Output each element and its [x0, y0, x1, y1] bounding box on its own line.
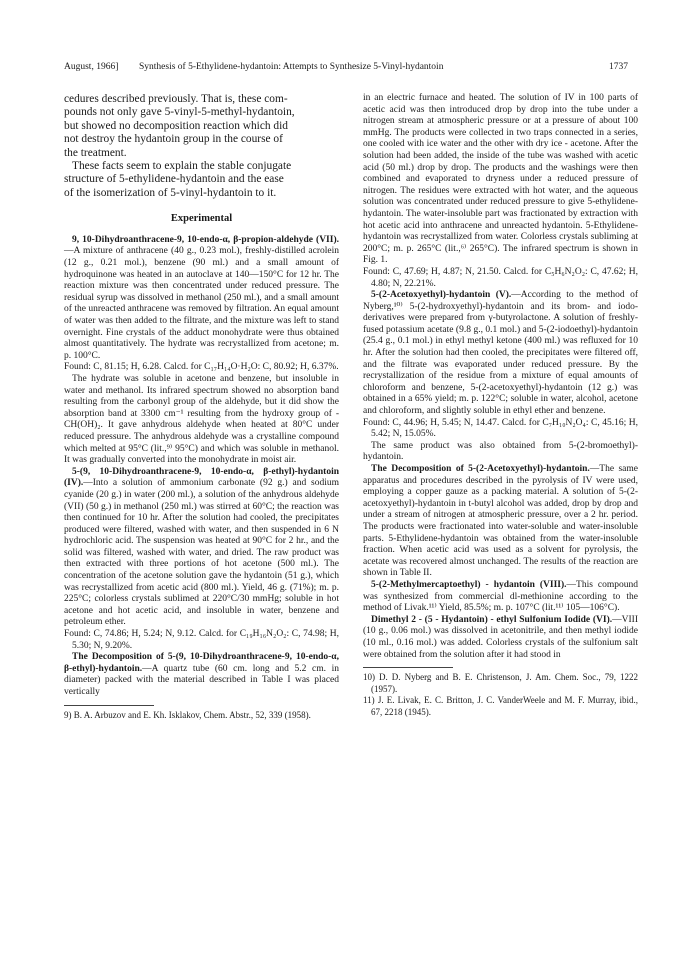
left-column [64, 93, 339, 721]
compound-title: Dimethyl 2 - (5 - Hydantoin) - ethyl Sulfonium Iodide (VI). [371, 614, 613, 625]
lead-line: not destroy the hydantoin group in the course of [64, 133, 283, 146]
running-header [64, 62, 639, 76]
paragraph [363, 615, 638, 661]
compound-title: 5-(2-Acetoxyethyl)-hydantoin (V). [371, 290, 512, 301]
compound-title: 5-(2-Methylmercaptoethyl) - hydantoin (VIII). [371, 579, 567, 590]
footnote: 10) D. D. Nyberg and B. E. Christenson, J. Am. Chem. Soc., 79, 1222 (1957). [363, 672, 638, 694]
lead-line: but showed no decomposition reaction which did [64, 119, 288, 132]
section-heading: Experimental [170, 213, 233, 225]
lead-line: pounds not only gave 5-vinyl-5-methyl-hydantoin, [64, 106, 295, 119]
analysis-line: Found: C, 74.86; H, 5.24; N, 9.12. Calcd. for C₁₉H₁₆N₂O₂: C, 74.98; H, 5.30; N, 9.20%. [64, 629, 339, 651]
analysis-line: Found: C, 44.96; H, 5.45; N, 14.47. Calcd. for C₇H₁₀N₂O₄: C, 45.16; H, 5.42; N, 15.05%. [363, 417, 638, 440]
paragraph-text: —VIII (10 g., 0.06 mol.) was dissolved in acetonitrile, and then methyl iodide (10 ml., 0.16 mol.) was added. Colorless crystals of the sulfonium salt were obtained from the solution after it had stood in [363, 614, 638, 660]
paragraph: The hydrate was soluble in acetone and benzene, but insoluble in water and methanol. Its infrared spectrum showed no absorption band resulting from the carbonyl group of the aldehyde, but it did show the absorption band at 3300 cm⁻¹ resulting from the hydroxy group of -CH(OH)₂. It gave anhydrous aldehyde when heated at 80°C under reduced pressure. The anhydrous aldehyde was a crystalline compound which melted at 95°C (lit.,⁹⁾ 95°C) and which was soluble in methanol. It was gradually converted into the monohydrate in moist air. [64, 373, 339, 466]
footnote-rule [64, 705, 154, 706]
lead-line: structure of 5-ethylidene-hydantoin and the ease [64, 173, 284, 186]
compound-title: 5-(9, 10-Dihydroanthracene-9, 10-endo-α, β-ethyl)-hydantoin (IV). [64, 466, 339, 489]
paragraph: The same product was also obtained from 5-(2-bromoethyl)-hydantoin. [363, 440, 638, 463]
lead-paragraph [64, 93, 339, 200]
paragraph-text: —According to the method of Nyberg,¹⁰⁾ 5-(2-hydroxyethyl)-hydantoin and its brom- and iodo-derivatives were prepared from γ-butyrolactone. A solution of freshly-fused potassium acetate (9.8 g., 0.1 mol.) and 5-(2-iodoethyl)-hydantoin (25.4 g., 0.1 mol.) in ethyl methyl ketone (400 ml.) was refluxed for 10 hr. After the solution had then cooled, the precipitates were filtered off, and the filtrate was evaporated under reduced pressure. By the recrystallization of the residue from a mixture of equal amounts of chloroform and benzene, 5-(2-acetoxyethyl)-hydantoin (12 g.) was obtained in a 65% yield; m. p. 122°C; soluble in water, alcohol, acetone and chloroform, and slightly soluble in ethyl ether and benzene. [363, 290, 638, 417]
right-column [363, 93, 638, 718]
header-title: Synthesis of 5-Ethylidene-hydantoin: Attempts to Synthesize 5-Vinyl-hydantoin [139, 62, 444, 72]
header-date: August, 1966] [64, 62, 119, 72]
paragraph [363, 290, 638, 418]
paragraph: in an electric furnace and heated. The solution of IV in 100 parts of acetic acid was then introduced drop by drop into the tube under a nitrogen stream at atmospheric pressure or at a pressure of about 100 mmHg. The products were collected in two traps connected in a series, one cooled with ice water and the other with dry ice - acetone. After the solution had been added, the inside of the tube was washed with acetic acid (50 ml.) drop by drop. The products and the washings were then combined and evaporated to dryness under a reduced pressure of nitrogen. The residues were extracted with hot water, and the aqueous solution was concentrated under reduced pressure to give 5-ethylidene-hydantoin. The water-insoluble part was fractionated by extraction with hot acetic acid into anthracene and unreacted hydantoin. 5-Ethylidene-hydantoin was recrystallized from water. Colorless crystals subliming at 200°C; m. p. 265°C (lit.,⁶⁾ 265°C). The infrared spectrum is shown in Fig. 1. [363, 93, 638, 266]
footnote: 9) B. A. Arbuzov and E. Kh. Isklakov, Chem. Abstr., 52, 339 (1958). [64, 709, 311, 720]
lead-line: These facts seem to explain the stable conjugate [72, 160, 292, 173]
section-title: The Decomposition of 5-(2-Acetoxyethyl)-hydantoin. [371, 464, 590, 474]
paragraph-text: —This compound was synthesized from commercial dl-methionine according to the method of Livak.¹¹⁾ Yield, 85.5%; m. p. 107°C (lit.¹¹⁾ 105—106°C). [363, 579, 638, 614]
paragraph [64, 467, 339, 629]
paragraph [64, 652, 339, 698]
footnote: 11) J. E. Livak, E. C. Britton, J. C. VanderWeele and M. F. Murray, ibid., 67, 2218 (1945). [363, 695, 638, 717]
section-title: The Decomposition of 5-(9, 10-Dihydroanthracene-9, 10-endo-α, β-ethyl)-hydantoin. [64, 652, 339, 674]
lead-line: cedures described previously. That is, these com- [64, 93, 288, 105]
page-number: 1737 [609, 62, 628, 72]
paragraph [363, 464, 638, 580]
analysis-line: Found: C, 47.69; H, 4.87; N, 21.50. Calcd. for C₅H₆N₂O₂: C, 47.62; H, 4.80; N, 22.21%. [363, 266, 638, 289]
paragraph [64, 235, 339, 363]
lead-line: the treatment. [64, 146, 127, 159]
paragraph-text: —Into a solution of ammonium carbonate (92 g.) and sodium cyanide (20 g.) in water (200 ml.), a solution of the anhydrous aldehyde (VII) (50 g.) in methanol (250 ml.) was stirred at 60°C; the reaction was then continued for 10 hr. After the solution had cooled, the precipitates produced were filtered, washed with water, and then suspended in 6 N hydrochloric acid. The suspension was heated at 90°C for 2 hr., and the solid was filtered, washed with water, and dried. The raw product was then extracted with three portions of hot acetone (500 ml.). The concentration of the acetone solution gave the hydantoin (51 g.), which was recrystallized from acetic acid (800 ml.). Yield, 46 g. (71%); m. p. 225°C; colorless crystals sublimed at 220°C/30 mmHg; soluble in hot acetone and hot acetic acid, and insoluble in water, benzene and petroleum ether. [64, 478, 339, 628]
compound-title: 9, 10-Dihydroanthracene-9, 10-endo-α, β-propion-aldehyde (VII). [72, 234, 339, 245]
footnote-rule [363, 667, 453, 668]
paragraph-text: —The same apparatus and procedures described in the pyrolysis of IV were used, employing a copper gauze as a packing material. A solution of 5-(2-acetoxyethyl)-hydantoin in t-butyl alcohol was added, drop by drop and under a stream of nitrogen at atmospheric pressure, over a 2 hr. period. The products were fractionated into water-soluble and water-insoluble parts. 5-Ethylidene-hydantoin was obtained from the water-insoluble fraction. When acetic acid was used as a solvent for pyrolysis, the acetate was recovered almost unchanged. The results of the reaction are shown in Table II. [363, 464, 638, 579]
paragraph-text: —A mixture of anthracene (40 g., 0.23 mol.), freshly-distilled acrolein (12 g., 0.21 mol.), benzene (90 ml.) and a small amount of hydroquinone was heated in an autoclave at 140—150°C for 12 hr. The reaction mixture was then concentrated under reduced pressure. The residual syrup was dissolved in methanol (250 ml.), and a small amount of the unreacted anthracene was removed by filtration. An equal amount of water was then added to the filtrate, and the mixture was left to stand overnight. Fine crystals of the adduct monohydrate were thus obtained almost quantitatively. The hydrate was recrystallized from acetone; m. p. 100°C. [64, 246, 339, 361]
lead-line: of the isomerization of 5-vinyl-hydantoin to it. [64, 186, 277, 199]
paragraph [363, 580, 638, 615]
paragraph-text: —A quartz tube (60 cm. long and 5.2 cm. in diameter) packed with the material described in Table I was placed vertically [64, 663, 339, 697]
analysis-line: Found: C, 81.15; H, 6.28. Calcd. for C₁₇H₁₄O·H₂O: C, 80.92; H, 6.37%. [64, 362, 339, 373]
